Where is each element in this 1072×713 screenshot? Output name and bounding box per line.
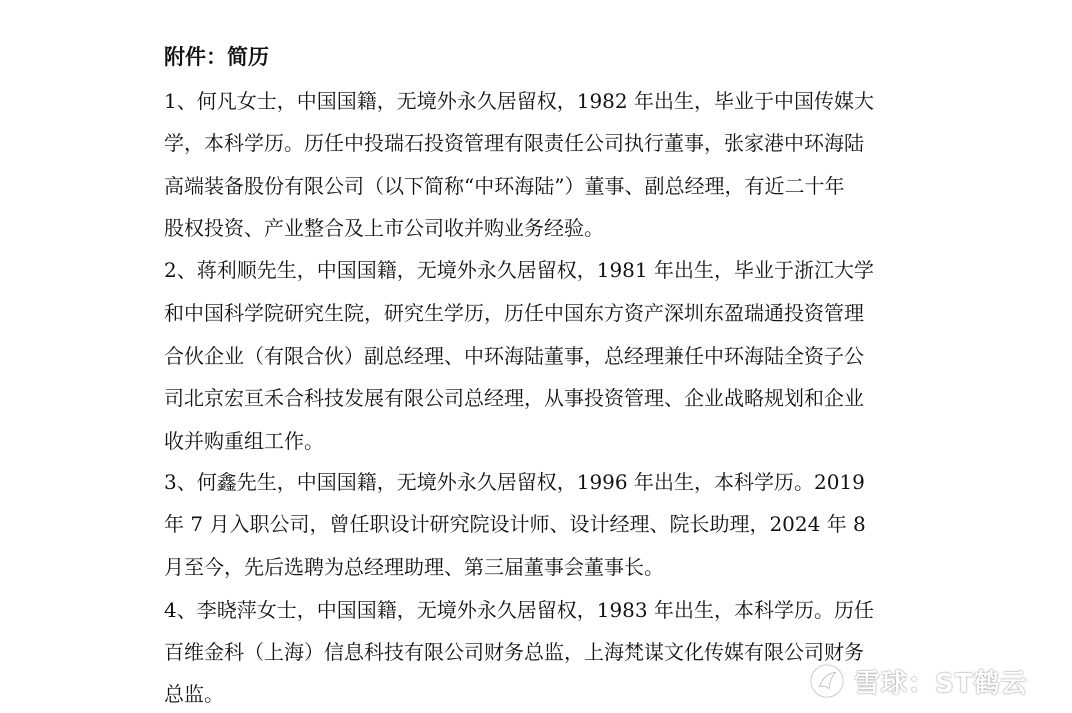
watermark-text: 雪球：ST鹤云 xyxy=(854,668,1028,699)
resume-line: 司北京宏亘禾合科技发展有限公司总经理，从事投资管理、企业战略规划和企业 xyxy=(164,386,864,410)
resume-line: 2、蒋利顺先生，中国国籍，无境外永久居留权，1981 年出生，毕业于浙江大学 xyxy=(164,258,874,282)
resume-line: 收并购重组工作。 xyxy=(164,429,324,453)
document-heading: 附件：简历 xyxy=(164,44,269,69)
resume-line: 1、何凡女士，中国国籍，无境外永久居留权，1982 年出生，毕业于中国传媒大 xyxy=(164,89,874,113)
resume-line: 学，本科学历。历任中投瑞石投资管理有限责任公司执行董事，张家港中环海陆 xyxy=(164,131,864,155)
resume-line: 年 7 月入职公司，曾任职设计研究院设计师、设计经理、院长助理，2024 年 8 xyxy=(164,512,866,536)
resume-line: 总监。 xyxy=(164,682,224,706)
resume-line: 4、李晓萍女士，中国国籍，无境外永久居留权，1983 年出生，本科学历。历任 xyxy=(164,598,874,622)
resume-line: 合伙企业（有限合伙）副总经理、中环海陆董事，总经理兼任中环海陆全资子公 xyxy=(164,344,864,368)
resume-line: 百维金科（上海）信息科技有限公司财务总监，上海梵谋文化传媒有限公司财务 xyxy=(164,640,864,664)
resume-line: 股权投资、产业整合及上市公司收并购业务经验。 xyxy=(164,216,604,240)
resume-line: 3、何鑫先生，中国国籍，无境外永久居留权，1996 年出生，本科学历。2019 xyxy=(164,470,865,494)
resume-line: 高端装备股份有限公司（以下简称“中环海陆”）董事、副总经理，有近二十年 xyxy=(164,174,845,198)
resume-line: 月至今，先后选聘为总经理助理、第三届董事会董事长。 xyxy=(164,555,664,579)
resume-line: 和中国科学院研究生院，研究生学历，历任中国东方资产深圳东盈瑞通投资管理 xyxy=(164,301,864,325)
